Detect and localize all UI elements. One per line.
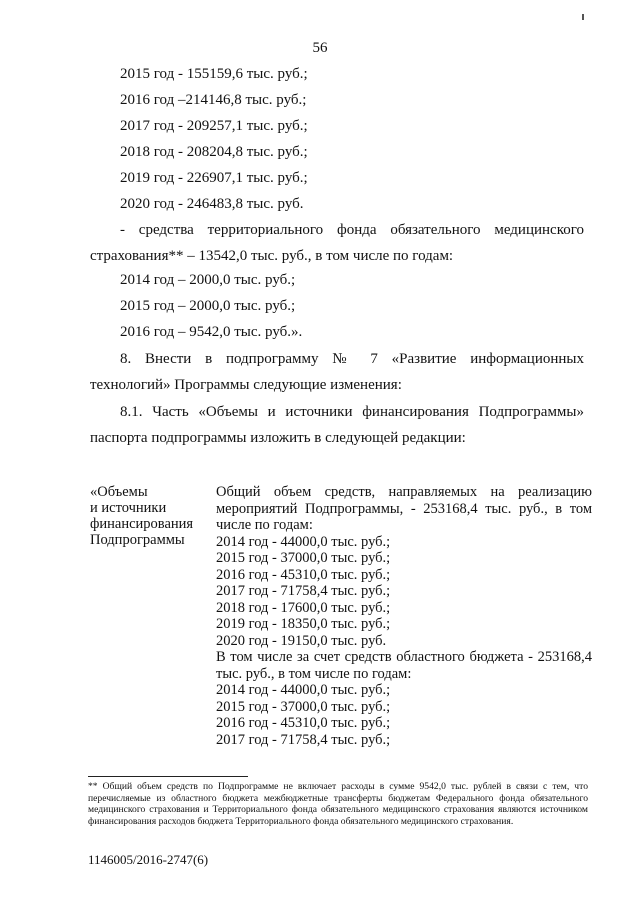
footnote-divider: [88, 776, 248, 777]
footnote: ** Общий объем средств по Подпрограмме не включает расходы в сумме 9542,0 тыс. рублей в связи с тем, что перечисляемые из областного бюджета межбюджетные трансферты бюджетам Федерального фонда обязательного медицинского страхования и Территориального фонда обязательного медицинского страхования являются источником финансирования расходов бюджета Территориального фонда обязательного медицинского страхования.: [88, 781, 588, 827]
year-line: 2018 год - 208204,8 тыс. руб.;: [120, 144, 308, 160]
financing-label-cell: [90, 484, 210, 548]
year-line: 2017 год - 71758,4 тыс. руб.;: [216, 583, 391, 599]
year-line: 2018 год - 17600,0 тыс. руб.;: [216, 599, 391, 616]
year-line: 2015 год - 37000,0 тыс. руб.;: [216, 698, 391, 715]
year-line: 2019 год - 18350,0 тыс. руб.;: [216, 616, 391, 632]
item-8-1-paragraph: 8.1. Часть «Объемы и источники финансирования Подпрограммы» паспорта подпрограммы изложить в следующей редакции:: [90, 404, 584, 446]
year-line: 2014 год - 44000,0 тыс. руб.;: [216, 533, 391, 550]
financing-value-cell: [216, 484, 592, 748]
year-line: 2017 год - 71758,4 тыс. руб.;: [216, 731, 391, 748]
item-8-paragraph: 8. Внести в подпрограмму № 7 «Развитие информационных технологий» Программы следующие изменения:: [90, 351, 584, 393]
year-line: 2020 год - 19150,0 тыс. руб.: [216, 632, 387, 649]
year-line: 2014 год - 44000,0 тыс. руб.;: [216, 682, 391, 698]
label-line: «Объемы: [90, 484, 148, 500]
label-line: финансирования: [90, 516, 194, 532]
year-line: 2014 год – 2000,0 тыс. руб.;: [120, 272, 296, 288]
fund-paragraph: - средства территориального фонда обязательного медицинского страхования** – 13542,0 тыс. руб., в том числе по годам:: [90, 222, 584, 264]
year-line: 2019 год - 226907,1 тыс. руб.;: [120, 170, 308, 186]
year-line: 2015 год – 2000,0 тыс. руб.;: [120, 298, 296, 314]
year-line: 2016 год - 45310,0 тыс. руб.;: [216, 715, 391, 731]
year-line: 2015 год - 155159,6 тыс. руб.;: [120, 66, 308, 82]
scan-mark: [582, 14, 584, 20]
year-line: 2016 год - 45310,0 тыс. руб.;: [216, 566, 391, 583]
document-number: 1146005/2016-2747(6): [88, 852, 209, 867]
label-line: и источники: [90, 500, 167, 516]
label-line: Подпрограммы: [90, 532, 185, 548]
page-number: 56: [312, 40, 328, 56]
total-volume-text: Общий объем средств, направляемых на реализацию мероприятий Подпрограммы, - 253168,4 тыс. руб., в том числе по годам:: [216, 484, 592, 533]
year-line: 2017 год - 209257,1 тыс. руб.;: [120, 118, 308, 134]
year-line: 2020 год - 246483,8 тыс. руб.: [120, 196, 304, 212]
year-line: 2016 год – 9542,0 тыс. руб.».: [120, 324, 303, 340]
year-line: 2015 год - 37000,0 тыс. руб.;: [216, 550, 391, 566]
regional-budget-text: В том числе за счет средств областного бюджета - 253168,4 тыс. руб., в том числе по годам:: [216, 649, 592, 682]
year-line: 2016 год –214146,8 тыс. руб.;: [120, 92, 307, 108]
